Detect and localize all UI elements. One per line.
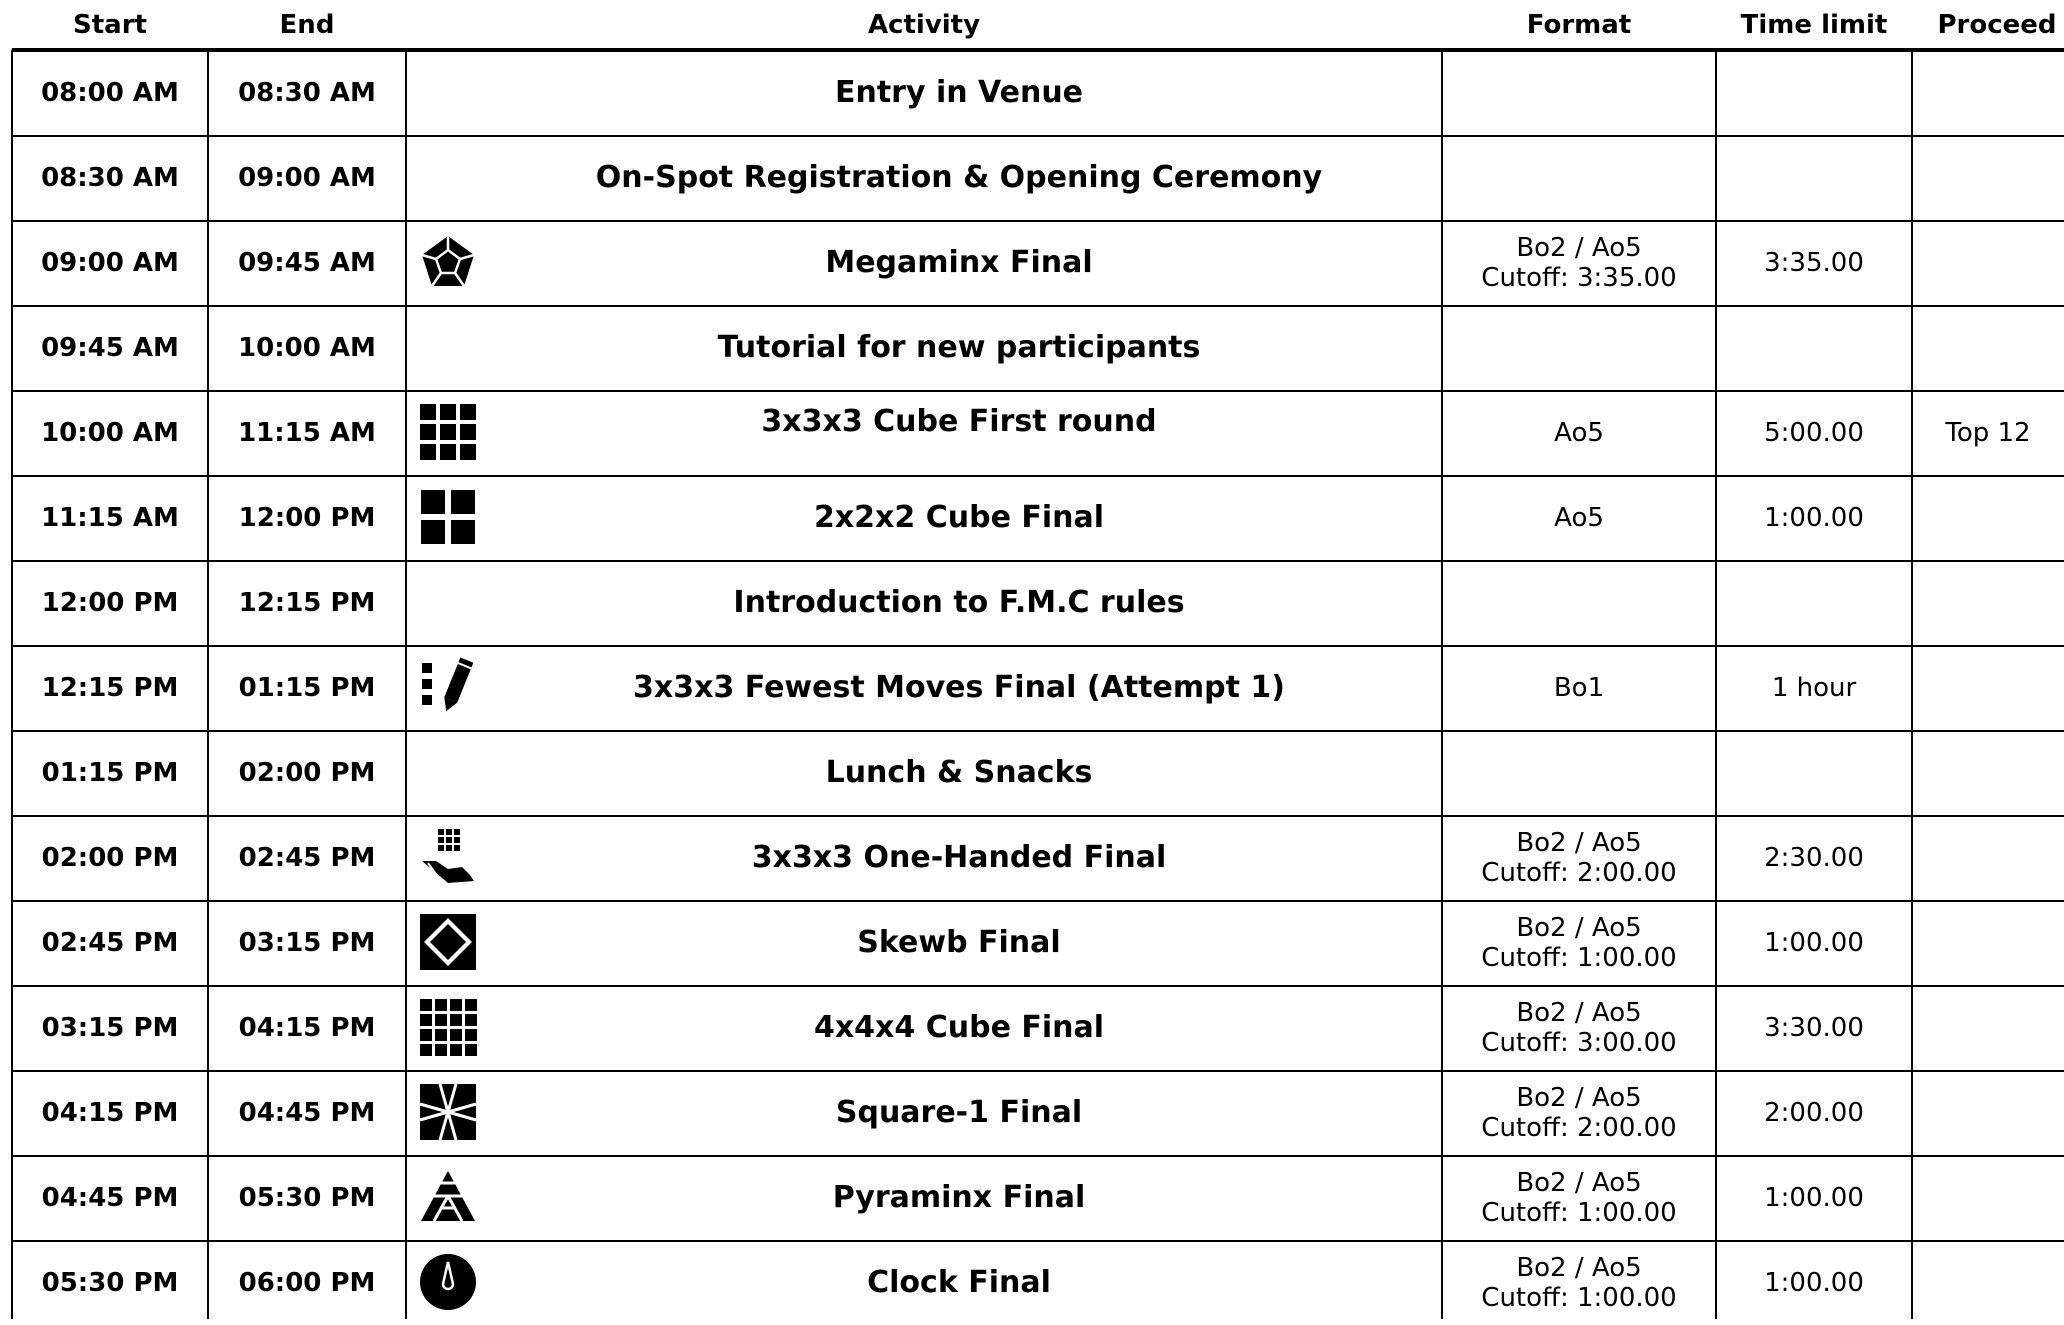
time-limit: 1:00.00 xyxy=(1764,502,1864,533)
end-time: 01:15 PM xyxy=(238,672,376,703)
activity-name: Megaminx Final xyxy=(825,245,1093,280)
time-limit: 5:00.00 xyxy=(1764,417,1864,448)
format-cell xyxy=(1442,390,1716,475)
format-cell xyxy=(1442,220,1716,305)
start-time: 02:00 PM xyxy=(41,842,179,873)
start-time: 09:00 AM xyxy=(41,247,179,278)
time-limit xyxy=(1716,560,1912,645)
header-activity: Activity xyxy=(867,10,981,40)
time-limit: 1 hour xyxy=(1771,672,1857,703)
time-limit xyxy=(1716,730,1912,815)
header-proceed: Proceed xyxy=(1937,10,2057,40)
activity-name: Lunch & Snacks xyxy=(825,755,1093,790)
format-cell xyxy=(1442,135,1716,220)
activity-name: Tutorial for new participants xyxy=(717,330,1201,365)
skewb-icon xyxy=(418,912,478,972)
activity-name: Entry in Venue xyxy=(834,75,1084,110)
header-time-limit: Time limit xyxy=(1740,10,1888,40)
proceed-value xyxy=(1912,645,2064,730)
cutoff-text: Cutoff: 3:35.00 xyxy=(1481,262,1677,293)
proceed-value xyxy=(1912,1070,2064,1155)
format-cell xyxy=(1442,50,1716,135)
activity-name: Square-1 Final xyxy=(835,1095,1083,1130)
start-time: 05:30 PM xyxy=(41,1267,179,1298)
start-time: 01:15 PM xyxy=(41,757,179,788)
start-time: 04:45 PM xyxy=(41,1182,179,1213)
format-text: Bo2 / Ao5 xyxy=(1516,912,1642,943)
proceed-value xyxy=(1912,220,2064,305)
time-limit: 2:00.00 xyxy=(1764,1097,1864,1128)
end-time: 02:00 PM xyxy=(238,757,376,788)
end-time: 09:00 AM xyxy=(238,162,376,193)
start-time: 02:45 PM xyxy=(41,927,179,958)
format-text: Ao5 xyxy=(1554,417,1604,448)
format-cell xyxy=(1442,1070,1716,1155)
proceed-value xyxy=(1912,985,2064,1070)
end-time: 03:15 PM xyxy=(238,927,376,958)
cutoff-text: Cutoff: 1:00.00 xyxy=(1481,1282,1677,1313)
format-cell xyxy=(1442,1155,1716,1240)
format-text: Bo2 / Ao5 xyxy=(1516,997,1642,1028)
format-cell xyxy=(1442,900,1716,985)
format-text: Bo2 / Ao5 xyxy=(1516,1167,1642,1198)
proceed-value xyxy=(1912,730,2064,815)
cutoff-text: Cutoff: 3:00.00 xyxy=(1481,1027,1677,1058)
proceed-value xyxy=(1912,305,2064,390)
activity-name: On-Spot Registration & Opening Ceremony xyxy=(595,160,1323,195)
activity-name: Skewb Final xyxy=(857,925,1061,960)
end-time: 12:15 PM xyxy=(238,587,376,618)
format-text: Bo2 / Ao5 xyxy=(1516,1082,1642,1113)
one-handed-icon xyxy=(418,827,478,887)
time-limit xyxy=(1716,50,1912,135)
pyraminx-icon xyxy=(418,1167,478,1227)
format-cell xyxy=(1442,305,1716,390)
cube-2x2-icon xyxy=(418,487,478,547)
cutoff-text: Cutoff: 1:00.00 xyxy=(1481,942,1677,973)
cube-3x3-icon xyxy=(418,402,478,462)
end-time: 09:45 AM xyxy=(238,247,376,278)
format-cell xyxy=(1442,815,1716,900)
time-limit xyxy=(1716,135,1912,220)
start-time: 12:00 PM xyxy=(41,587,179,618)
cube-4x4-icon xyxy=(418,997,478,1057)
end-time: 11:15 AM xyxy=(238,417,376,448)
header-format: Format xyxy=(1526,10,1632,40)
proceed-value xyxy=(1912,1155,2064,1240)
format-text: Bo2 / Ao5 xyxy=(1516,1252,1642,1283)
format-text: Bo2 / Ao5 xyxy=(1516,232,1642,263)
time-limit: 3:35.00 xyxy=(1764,247,1864,278)
proceed-value xyxy=(1912,135,2064,220)
proceed-value xyxy=(1912,560,2064,645)
format-text: Bo2 / Ao5 xyxy=(1516,827,1642,858)
cutoff-text: Cutoff: 1:00.00 xyxy=(1481,1197,1677,1228)
clock-icon xyxy=(418,1252,478,1312)
format-text: Ao5 xyxy=(1554,502,1604,533)
end-time: 10:00 AM xyxy=(238,332,376,363)
end-time: 05:30 PM xyxy=(238,1182,376,1213)
fewest-moves-icon xyxy=(418,657,478,717)
proceed-value xyxy=(1912,475,2064,560)
cutoff-text: Cutoff: 2:00.00 xyxy=(1481,857,1677,888)
time-limit xyxy=(1716,305,1912,390)
format-text: Bo1 xyxy=(1553,672,1605,703)
start-time: 10:00 AM xyxy=(41,417,179,448)
end-time: 04:15 PM xyxy=(238,1012,376,1043)
header-end: End xyxy=(279,10,335,40)
activity-name: Introduction to F.M.C rules xyxy=(733,585,1185,620)
megaminx-icon xyxy=(418,232,478,292)
format-cell xyxy=(1442,560,1716,645)
cutoff-text: Cutoff: 2:00.00 xyxy=(1481,1112,1677,1143)
format-cell xyxy=(1442,985,1716,1070)
proceed-value xyxy=(1912,1240,2064,1325)
format-cell xyxy=(1442,645,1716,730)
time-limit: 3:30.00 xyxy=(1764,1012,1864,1043)
format-cell xyxy=(1442,730,1716,815)
proceed-value: Top 12 xyxy=(1945,417,2031,448)
activity-name: 3x3x3 One-Handed Final xyxy=(751,840,1167,875)
activity-name: 3x3x3 Cube First round xyxy=(761,404,1157,439)
start-time: 09:45 AM xyxy=(41,332,179,363)
format-cell xyxy=(1442,475,1716,560)
start-time: 04:15 PM xyxy=(41,1097,179,1128)
start-time: 08:30 AM xyxy=(41,162,179,193)
end-time: 08:30 AM xyxy=(238,77,376,108)
start-time: 03:15 PM xyxy=(41,1012,179,1043)
activity-name: Pyraminx Final xyxy=(832,1180,1086,1215)
time-limit: 1:00.00 xyxy=(1764,927,1864,958)
end-time: 02:45 PM xyxy=(238,842,376,873)
square-1-icon xyxy=(418,1082,478,1142)
activity-name: 4x4x4 Cube Final xyxy=(813,1010,1105,1045)
activity-name: 3x3x3 Fewest Moves Final (Attempt 1) xyxy=(633,670,1285,705)
header-start: Start xyxy=(73,10,147,40)
format-cell xyxy=(1442,1240,1716,1325)
time-limit: 2:30.00 xyxy=(1764,842,1864,873)
proceed-value xyxy=(1912,815,2064,900)
proceed-value xyxy=(1912,50,2064,135)
time-limit: 1:00.00 xyxy=(1764,1267,1864,1298)
activity-name: 2x2x2 Cube Final xyxy=(813,500,1105,535)
start-time: 11:15 AM xyxy=(41,502,179,533)
activity-name: Clock Final xyxy=(867,1265,1051,1300)
end-time: 12:00 PM xyxy=(238,502,376,533)
proceed-value xyxy=(1912,900,2064,985)
time-limit: 1:00.00 xyxy=(1764,1182,1864,1213)
end-time: 06:00 PM xyxy=(238,1267,376,1298)
start-time: 08:00 AM xyxy=(41,77,179,108)
start-time: 12:15 PM xyxy=(41,672,179,703)
end-time: 04:45 PM xyxy=(238,1097,376,1128)
